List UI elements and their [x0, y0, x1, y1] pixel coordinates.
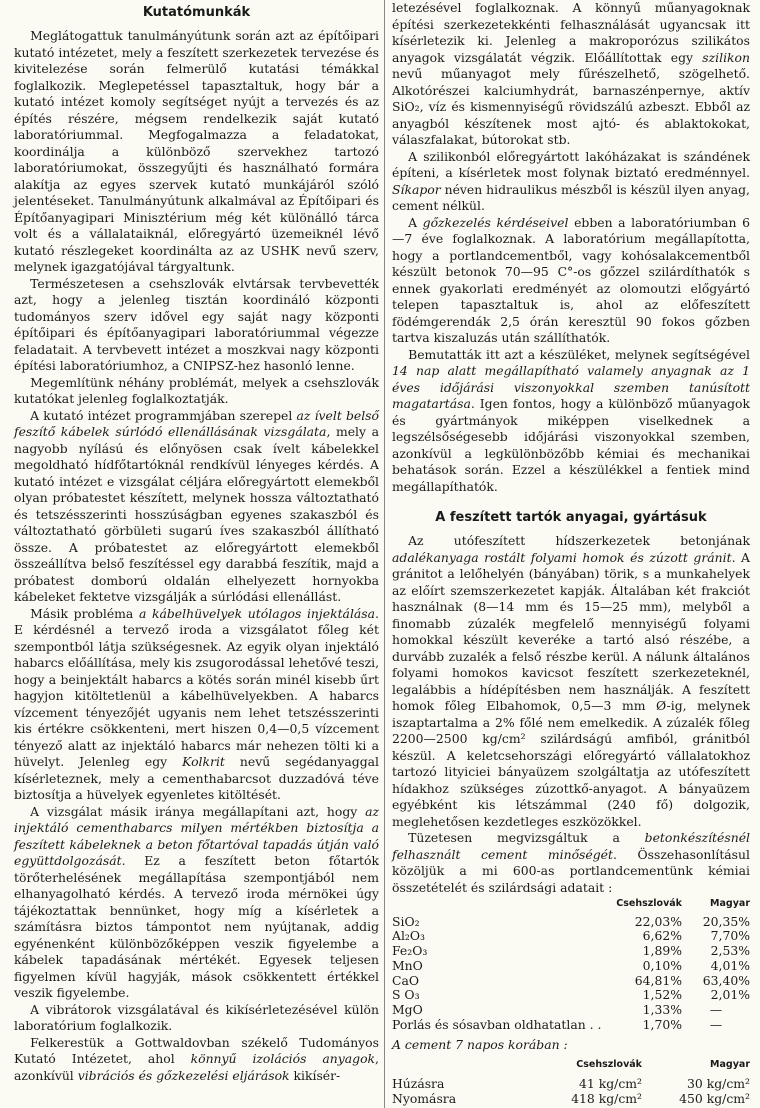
text-run: . E kérdésnél a tervező iroda a vizsgálatot főleg két szempontból látja szükségesnek. Az egyik olyan injektáló habarcs előállítása, mely kis zsugorodással lehetővé teszi, hogy a beinjektált habarcs a kötés során minél kisebb űrt hagyjon kitöltetlenül a kábelhüvelyekben. A habarcs vízcement tényezőjét ugyanis nem lehet tetszésszerinti kis értékre csökkenteni, mert hiszen 0,4—0,5 vízcement tényező alatt az injektáló habarcs már nehezen tölti ki a hüvelyt. Jelenleg egy: [14, 605, 380, 769]
paragraph: [14, 804, 379, 1002]
component-name: Porlás és sósavban oldhatatlan . .: [392, 1017, 602, 1033]
emphasis-text: az ívelt belső feszítő kábelek súrlódó ellenállásának vizsgálata: [14, 407, 379, 439]
text-run: néven hidraulikus mészből is készül ilyen anyag, cement nélkül.: [392, 181, 750, 213]
component-name: Al₂O₃: [392, 928, 426, 944]
paragraph: [392, 533, 750, 830]
table-header-cell: Csehszlovák: [616, 898, 682, 909]
hu-value: 63,40%: [702, 972, 750, 988]
table-header-cell: [392, 1057, 537, 1076]
table-row: [392, 1003, 750, 1018]
cz-value: 1,89%: [642, 943, 682, 959]
table-header-cell: [392, 896, 612, 915]
table-row: [392, 959, 750, 974]
emphasis-text: szilikon: [702, 49, 750, 65]
emphasis-text: a kábelhüvelyek utólagos injektálása: [138, 605, 376, 621]
table-header-cell: Magyar: [710, 898, 750, 909]
emphasis-text: Síkapor: [392, 181, 441, 197]
table-row: [392, 988, 750, 1003]
text-run: nevű műanyagot mely fűrészelhető, szögelhető. Alkotórészei kalciumhydrát, barnaszénpernye, aktív SiO₂, víz és kismennyiségű rövidszálú azbeszt. Ebből az anyagból készítenek most ajtó- és ablaktokokat, válaszfalakat, bútorokat stb.: [392, 66, 750, 147]
table-header-row: [392, 1057, 750, 1076]
right-column: [392, 0, 750, 1106]
table-row: [392, 974, 750, 989]
component-name: MnO: [392, 957, 423, 973]
text-run: kikísér-: [289, 1067, 341, 1083]
strength-type: Nyomásra: [392, 1090, 457, 1106]
hu-value: 7,70%: [710, 928, 750, 944]
text-run: Tüzetesen megvizsgáltuk a: [408, 830, 645, 845]
text-run: Az utófeszített hídszerkezetek betonjának: [408, 533, 750, 548]
text-run: Bemutatták itt azt a készüléket, melynek segítségével: [408, 346, 750, 362]
text-run: A: [408, 214, 423, 230]
text-run: . Igen fontos, hogy a különböző műanyagok és gyártmányok miképpen viselkednek a legszélsőségesebb időjárási viszonyokkal szemben, azonkívül a legkülönbözőbb kémiai és mechanikai behatások során. Ezzel a készülékkel a fentiek mind megállapíthatók.: [392, 396, 750, 494]
table-row: [392, 944, 750, 959]
cz-value: 418 kg/cm²: [571, 1090, 642, 1106]
cz-value: 6,62%: [642, 928, 682, 944]
cz-value: 0,10%: [642, 957, 682, 973]
component-name: S O₃: [392, 987, 420, 1003]
table-row: [392, 1018, 750, 1033]
component-name: Fe₂O₃: [392, 943, 428, 959]
text-run: . Összehasonlításul közöljük a mi 600-as portlandcementünk kémiai összetételét és szilárdsági adatait :: [392, 846, 750, 895]
text-run: , azonkívül: [14, 1051, 379, 1083]
cz-value: 1,52%: [642, 987, 682, 1003]
cz-value: 1,70%: [642, 1017, 682, 1033]
text-run: Másik probléma: [30, 605, 139, 621]
table-row: [392, 1091, 750, 1106]
left-column: [14, 0, 379, 1084]
component-name: MgO: [392, 1002, 423, 1018]
table-row: [392, 929, 750, 944]
paragraph: [392, 0, 750, 149]
text-run: letezésével foglalkoznak. A könnyű műanyagoknak építési szerkezetekkénti felhasználását ugyancsak itt kísérletezik ki. Jelenleg a makroporózus szilikátos anyagok vizsgálatát végzik. Előállítottak egy: [392, 0, 750, 65]
table-header-row: [392, 896, 750, 915]
cz-value: 22,03%: [634, 913, 682, 929]
emphasis-text: betonkészítésnél felhasznált cement minőségét: [392, 830, 750, 862]
component-name: CaO: [392, 972, 420, 988]
cz-value: 64,81%: [634, 972, 682, 988]
paragraph: [392, 149, 750, 215]
paragraph: [392, 215, 750, 347]
text-run: , mely a nagyobb nyílású és előnyösen csak ívelt kábelekkel megoldható hídfőtartóknál rendkívül lényeges kérdés. A kutató intézet e vizsgálat céljára előregyártott elemekből olyan próbatestet készített, melynek hossza változtatható és tetszésszerinti hosszúságban egyenes szakaszból és változtatható görbületi sugarú íves szakaszból állítható össze. A próbatestet az előregyártott elemekből összeállítva belső feszítéssel egy darabbá feszítik, majd a próbatest domború oldalán elhelyezett hornyokba kábeleket fektetve vizsgálják a súrlódási ellenállást.: [14, 424, 380, 604]
text-run: ebben a laboratóriumban 6—7 éve foglalkoznak. A laboratórium megállapította, hogy a portlandcementből, vagy kohósalakcementből készült betonok 70—95 C°-os gőzzel szilárdíthatók s ennek gyakorlati eredményét az olomoutzi előgyártó telepen tapasztaltuk is, ahol az előfeszített födémgerendák 2,5 órán keresztül 90 fokos gőzben tartva kiszaluzás után szállíthatók.: [392, 214, 750, 345]
hu-value: 2,01%: [710, 987, 750, 1003]
hu-value: 4,01%: [710, 957, 750, 973]
paragraph: [392, 830, 750, 896]
table-header-cell: Magyar: [710, 1059, 750, 1071]
hu-value: 450 kg/cm²: [679, 1090, 750, 1106]
hu-value: —: [709, 1017, 723, 1033]
emphasis-text: gőzkezelés kérdéseivel: [422, 214, 569, 230]
text-run: A szilikonból előregyártott lakóházakat is szándének építeni, a kísérletek most folynak biztató eredménnyel.: [392, 148, 750, 180]
table-row: [392, 915, 750, 930]
strength-type: Húzásra: [392, 1075, 445, 1091]
paragraph: Megemlítünk néhány problémát, melyek a csehszlovák kutatókat jelenleg foglalkoztatják.: [14, 374, 379, 406]
emphasis-text: 14 nap alatt megállapítható valamely anyagnak az 1 éves időjárási viszonyokkal szemben tanúsított magatartása: [392, 363, 750, 411]
cement-composition-table: [392, 896, 750, 1033]
emphasis-text: könnyű izolációs anyagok: [190, 1051, 376, 1066]
emphasis-text: Kolkrit: [182, 754, 225, 769]
hu-value: 2,53%: [710, 943, 750, 959]
section-title-kutatomunkak: Kutatómunkák: [142, 5, 251, 20]
paragraph: Természetesen a csehszlovák elvtársak tervbevették azt, hogy a jelenleg tisztán koordináló központi tudományos szerv idővel egy saját nagy központi építőipari és építőanyagipari laboratóriummal végezze feladatait. A tervbevett intézet a moszkvai nagy központi építési laboratóriumhoz, a CNIPSZ-hez hasonló lenne.: [14, 275, 379, 373]
cement-7-day-heading: A cement 7 napos korában :: [392, 1036, 568, 1052]
emphasis-text: vibrációs és gőzkezelési eljárások: [77, 1067, 290, 1083]
hu-value: —: [709, 1002, 723, 1018]
cz-value: 41 kg/cm²: [579, 1075, 642, 1091]
text-run: Felkerestük a Gottwaldovban székelő Tudományos Kutató Intézetet, ahol: [14, 1034, 379, 1066]
paragraph: [392, 347, 750, 496]
hu-value: 30 kg/cm²: [687, 1075, 750, 1091]
text-run: nevű segédanyaggal kísérleteznek, mely a cementhabarcsot duzzadóvá téve biztosítja a hüvelyek egyenletes kitöltését.: [14, 754, 380, 802]
spacer: [392, 495, 750, 509]
cz-value: 1,33%: [642, 1002, 682, 1018]
paragraph: Meglátogattuk tanulmányútunk során azt az építőipari kutató intézetet, mely a feszített szerkezetek tervezése és kivitelezése során felmerülő kutatási témákkal foglalkozik. Meglepetéssel tapasztaltuk, hogy bár a kutató intézet komoly segítséget nyújt a tervezés és az építés részére, mégsem rendelkezik saját kutató laboratóriummal. Megfogalmazza a feladatokat, koordinálja a különböző szervekhez tartozó laboratóriumokat, összegyűjti és használható formára alakítja az egyes szervek kutató munkájáról szóló jelentéseket. Tanulmányútunk alkalmával az Építőipari és Építőanyagipari Minisztérium még két különálló tárca volt és a vállalataiknál, előregyártó üzemeiknél lévő kutató részlegeket koordinálta az az USHK nevű szerv, melynek igazgatójával tárgyaltunk.: [14, 28, 379, 274]
text-run: . Ez a feszített beton főtartók törőterhelésének megállapítása szempontjából nem elhanyagolható kérdés. A tervező iroda mérnökei úgy tájékoztattak bennünket, hogy míg a kísérletek a számításra biztos támpontot nem nyújtanak, addig egyénenként különbözőképpen veszik figyelembe a kábelek tapadásának mértékét. Egyesek teljesen figyelmen kívül hagyják, mások csökkentett értékkel veszik figyelembe.: [14, 853, 379, 1000]
column-divider: [384, 0, 385, 1108]
section-title-feszitett-tartok: A feszített tartók anyagai, gyártásuk: [435, 510, 707, 525]
component-name: SiO₂: [392, 913, 420, 929]
paragraph: A vibrátorok vizsgálatával és kikísérletezésével külön laboratórium foglalkozik.: [14, 1001, 379, 1033]
table-header-cell: Csehszlovák: [576, 1059, 642, 1071]
cement-strength-table: [392, 1057, 750, 1106]
text-run: . A gránitot a lelőhelyén (bányában) törik, s a munkahelyek az előírt szemszerkezetet kapják. Általában két frakciót használnak (8—14 mm és 15—25 mm), melyből a finomabb zúzalék megfelelő mennyiségű folyami homokkal készült keveréke a tartó alsó részébe, a durvább zuzalék a felső részbe kerül. A nálunk általános folyami homokos kavicsot feszített szerkezeteknél, legalábbis a hídépítésben nem használják. A feszített homok főleg Elbahomok, 0,5—3 mm Ø-ig, melynek iszaptartalma a 2% főlé nem emelkedik. A zúzalék főleg 2200—2500 kg/cm² szilárdságú amfiból, gránitból készül. A keletcsehországi előregyártó vállalatokhoz tartozó lityiciei bányaüzem szolgáltatja az utófeszített hídakhoz szükséges zúzottkő-anyagot. A bányaüzem egyébként kis létszámmal (240 fő) dolgozik, meglehetősen kezdetleges eszközökkel.: [392, 549, 751, 829]
text-run: A vizsgálat másik iránya megállapítani azt, hogy: [30, 803, 366, 819]
table-row: [392, 1076, 750, 1091]
text-run: A kutató intézet programmjában szerepel: [30, 407, 297, 423]
paragraph: [14, 408, 379, 606]
paragraph: [14, 606, 379, 804]
emphasis-text: adalékanyaga rostált folyami homok és zúzott gránit: [392, 549, 732, 565]
emphasis-text: az injektáló cementhabarcs milyen mértékben biztosítja a feszített kábeleknek a beton főtartóval tapadás útján való együttdolgozását: [14, 803, 379, 868]
hu-value: 20,35%: [702, 913, 750, 929]
paragraph: [14, 1035, 379, 1085]
